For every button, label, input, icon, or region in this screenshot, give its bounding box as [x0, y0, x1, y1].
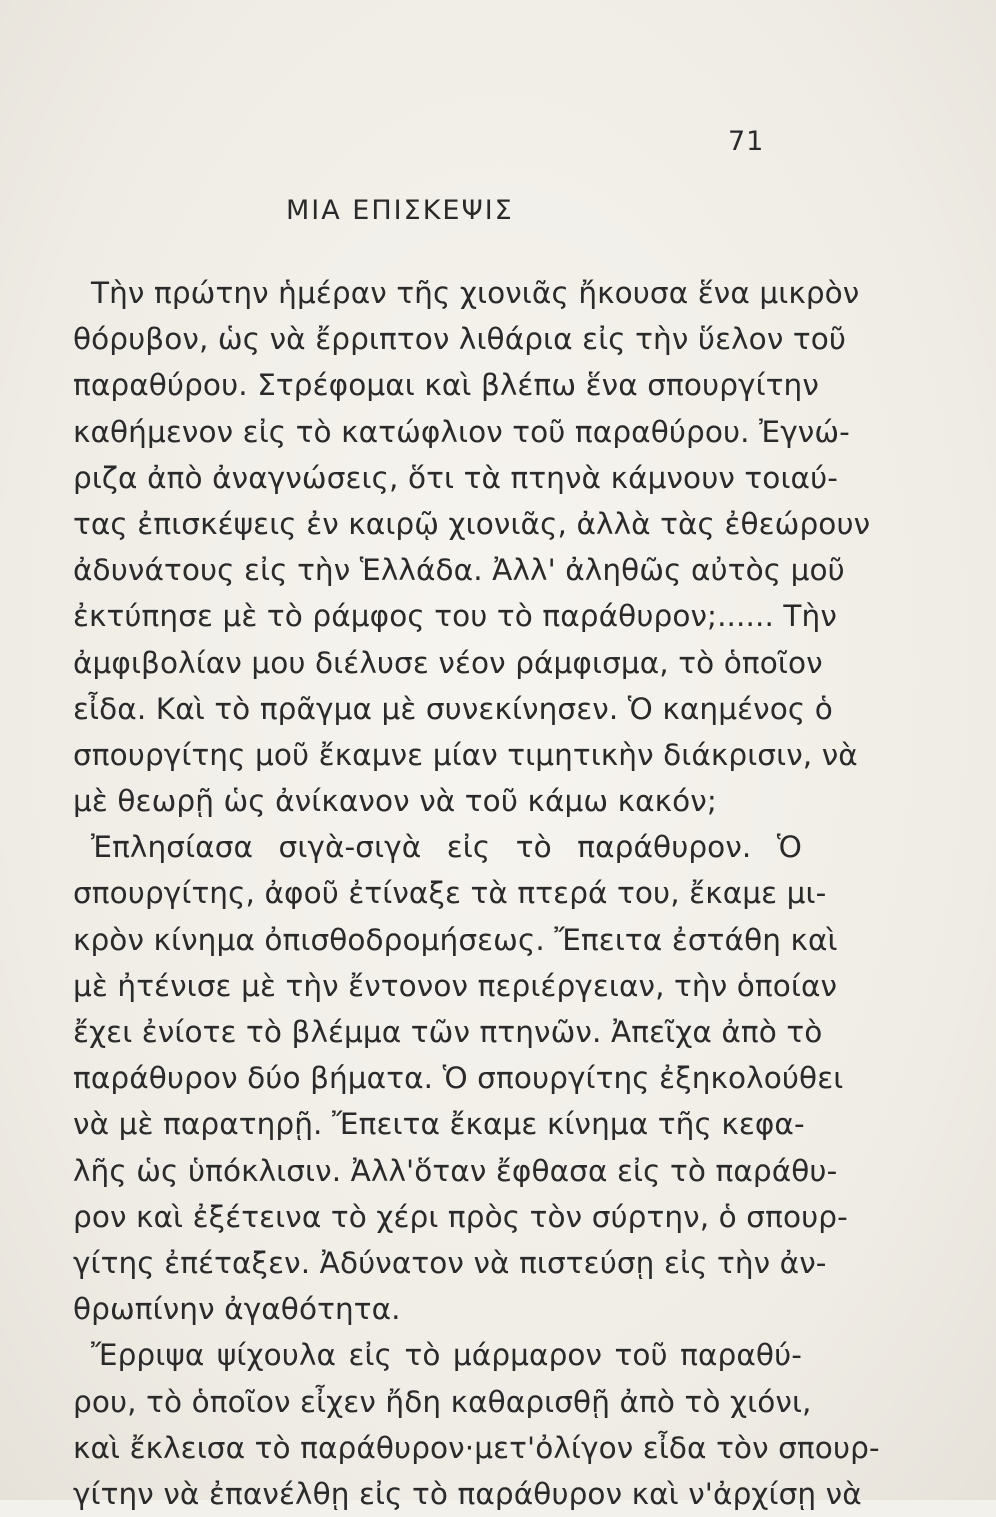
text-line: καθήμενον εἰς τὸ κατώφλιον τοῦ παραθύρου. Ἐγνώ-	[73, 414, 850, 449]
text-line: ἐκτύπησε μὲ τὸ ράμφος του τὸ παράθυρον;...... Τὴν	[73, 599, 837, 634]
text-line: Ἐπλησίασα σιγὰ-σιγὰ εἰς τὸ παράθυρον. Ὁ	[91, 830, 802, 865]
text-line: τας ἐπισκέψεις ἐν καιρῷ χιονιᾶς, ἀλλὰ τὰς ἐθεώρουν	[73, 506, 871, 541]
text-line: σπουργίτης, ἀφοῦ ἐτίναξε τὰ πτερά του, ἔκαμε μι-	[73, 876, 827, 911]
text-line: εἶδα. Καὶ τὸ πρᾶγμα μὲ συνεκίνησεν. Ὁ καημένος ὁ	[73, 691, 833, 726]
text-line: καὶ ἔκλεισα τὸ παράθυρον·μετ'ὀλίγον εἶδα τὸν σπουρ-	[73, 1430, 880, 1465]
chapter-title: ΜΙΑ ΕΠΙΣΚΕΨΙΣ	[286, 195, 514, 226]
text-line: γίτης ἐπέταξεν. Ἀδύνατον νὰ πιστεύσῃ εἰς τὴν ἀν-	[73, 1245, 827, 1280]
text-line: γίτην νὰ ἐπανέλθῃ εἰς τὸ παράθυρον καὶ ν'ἀρχίσῃ νὰ	[73, 1476, 862, 1511]
page-number: 71	[728, 126, 765, 157]
text-line: ἀδυνάτους εἰς τὴν Ἑλλάδα. Ἀλλ' ἀληθῶς αὐτὸς μοῦ	[73, 553, 845, 588]
text-line: λῆς ὡς ὑπόκλισιν. Ἀλλ'ὅταν ἔφθασα εἰς τὸ παράθυ-	[73, 1153, 838, 1188]
text-line: Ἔρριψα ψίχουλα εἰς τὸ μάρμαρον τοῦ παραθύ-	[91, 1338, 802, 1373]
text-line: ρου, τὸ ὁποῖον εἶχεν ἤδη καθαρισθῇ ἀπὸ τὸ χιόνι,	[73, 1384, 812, 1419]
text-line: μὲ ἠτένισε μὲ τὴν ἔντονον περιέργειαν, τὴν ὁποίαν	[73, 968, 838, 1003]
text-line: ἀμφιβολίαν μου διέλυσε νέον ράμφισμα, τὸ ὁποῖον	[73, 645, 823, 680]
text-line: σπουργίτης μοῦ ἔκαμνε μίαν τιμητικὴν διάκρισιν, νὰ	[73, 737, 858, 772]
text-line: θρωπίνην ἀγαθότητα.	[73, 1292, 401, 1327]
text-line: παράθυρον δύο βήματα. Ὁ σπουργίτης ἐξηκολούθει	[73, 1061, 844, 1096]
body-text	[73, 270, 880, 1517]
text-line: ἔχει ἐνίοτε τὸ βλέμμα τῶν πτηνῶν. Ἀπεῖχα ἀπὸ τὸ	[73, 1015, 823, 1049]
text-line: θόρυβον, ὡς νὰ ἔρριπτον λιθάρια εἰς τὴν ὕελον τοῦ	[73, 322, 847, 357]
text-line: μὲ θεωρῇ ὡς ἀνίκανον νὰ τοῦ κάμω κακόν;	[73, 784, 717, 819]
text-line: κρὸν κίνημα ὀπισθοδρομήσεως. Ἔπειτα ἐστάθη καὶ	[73, 922, 838, 957]
text-line: Τὴν πρώτην ἡμέραν τῆς χιονιᾶς ἤκουσα ἕνα μικρὸν	[91, 276, 860, 310]
text-line: παραθύρου. Στρέφομαι καὶ βλέπω ἕνα σπουργίτην	[73, 368, 819, 403]
text-line: νὰ μὲ παρατηρῇ. Ἔπειτα ἔκαμε κίνημα τῆς κεφα-	[73, 1107, 805, 1142]
text-line: ριζα ἀπὸ ἀναγνώσεις, ὅτι τὰ πτηνὰ κάμνουν τοιαύ-	[73, 460, 838, 495]
text-line: ρον καὶ ἐξέτεινα τὸ χέρι πρὸς τὸν σύρτην, ὁ σπουρ-	[73, 1199, 848, 1234]
